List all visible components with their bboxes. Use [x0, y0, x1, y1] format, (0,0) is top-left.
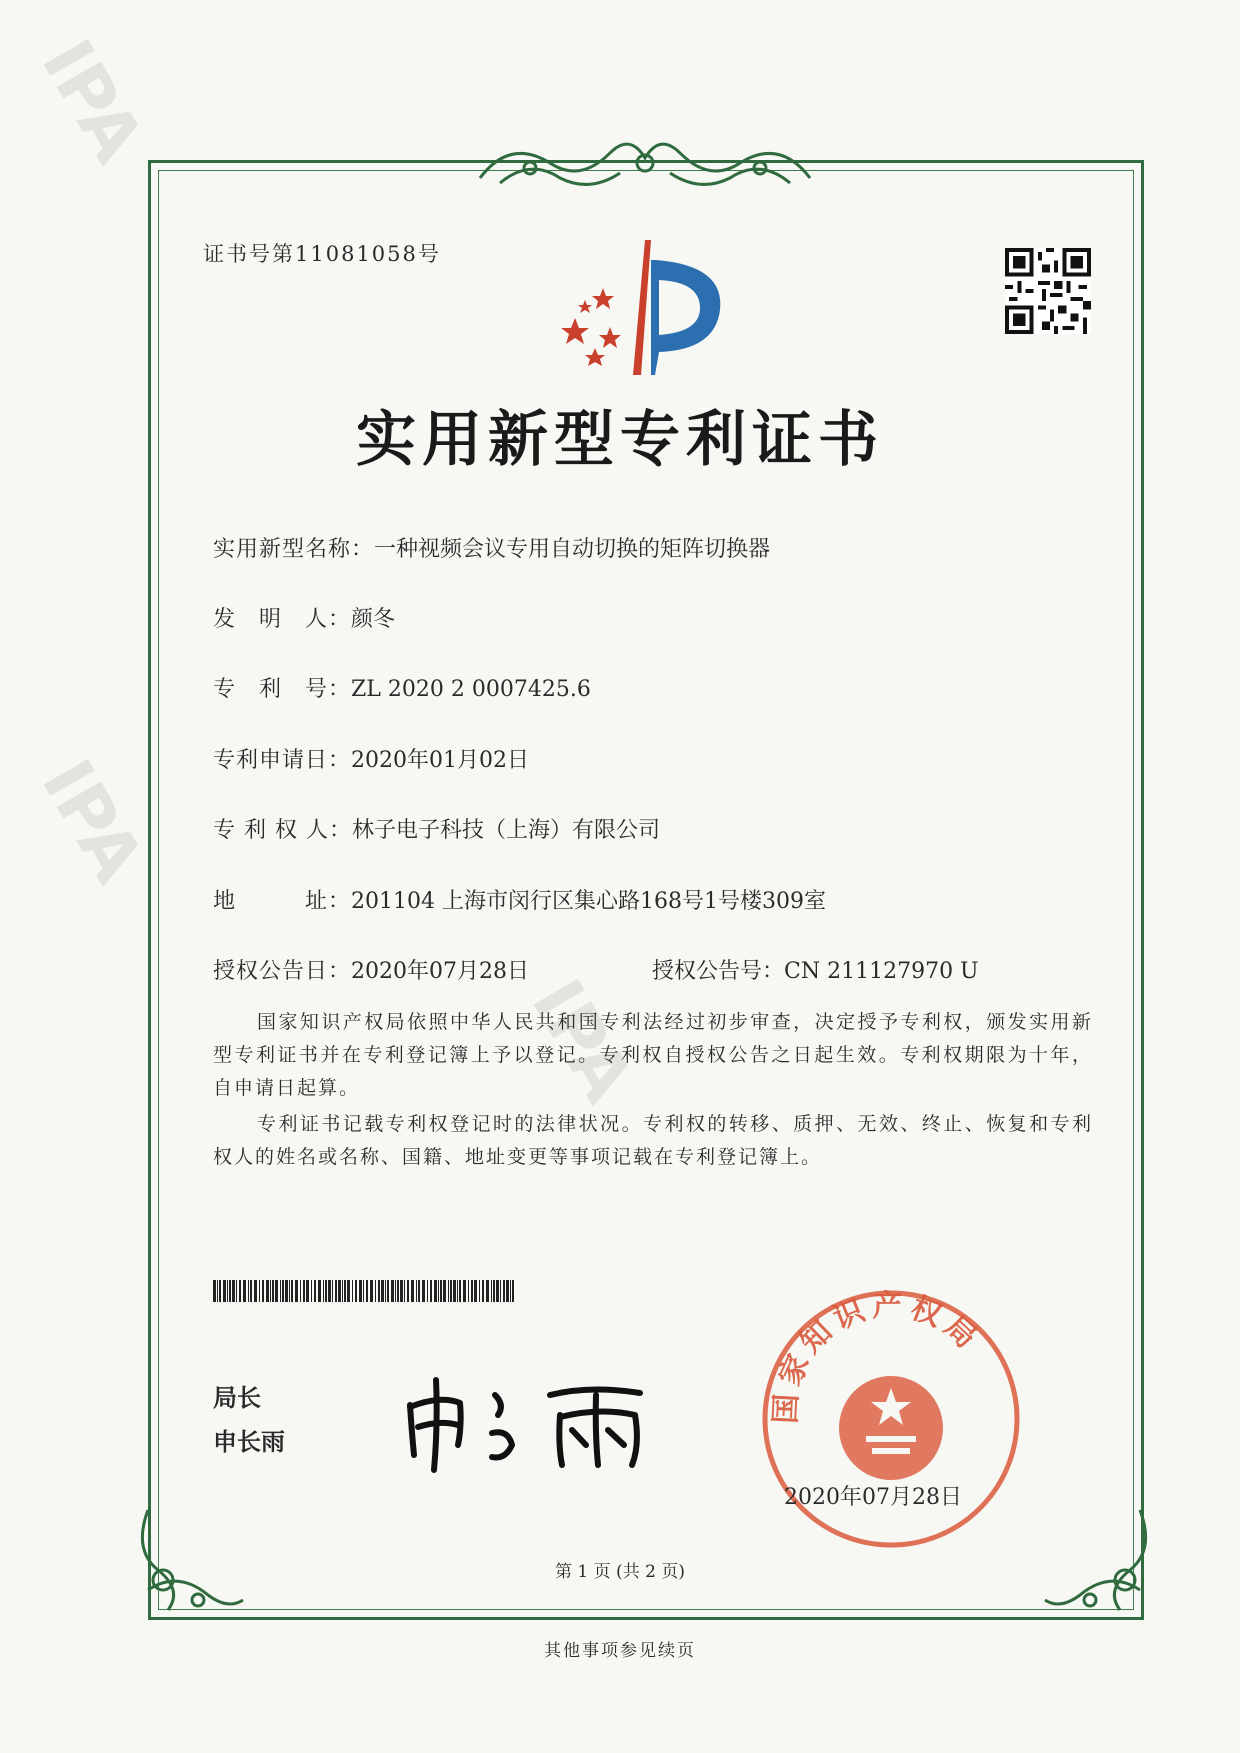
statement-paragraph: 国家知识产权局依照中华人民共和国专利法经过初步审查，决定授予专利权，颁发实用新型专利证书并在专利登记簿上予以登记。专利权自授权公告之日起生效。专利权期限为十年，自申请日起算。 — [213, 1011, 1093, 1099]
field-utility-model-name — [213, 532, 770, 563]
page-number: 第 1 页 (共 2 页) — [555, 1562, 685, 1582]
field-label: 授权公告日： — [213, 959, 352, 984]
seal-date: 2020年07月28日 — [784, 1485, 962, 1510]
director-name: 申长雨 — [213, 1428, 285, 1456]
field-value: CN 211127970 U — [784, 959, 979, 984]
field-value: ZL 2020 2 0007425.6 — [351, 677, 591, 702]
field-label: 专 利 号： — [213, 677, 352, 702]
field-value: 林子电子科技（上海）有限公司 — [351, 818, 660, 843]
field-value: 201104 上海市闵行区集心路168号1号楼309室 — [351, 889, 826, 914]
certificate-number: 证书号第11081058号 — [203, 242, 441, 266]
field-inventor — [213, 602, 395, 633]
field-value: 一种视频会议专用自动切换的矩阵切换器 — [374, 537, 771, 562]
field-label: 发 明 人： — [213, 607, 352, 632]
watermark-ipa: IPA — [25, 26, 160, 176]
svg-text:国家知识产权局: 国家知识产权局 — [768, 1288, 988, 1425]
footer-note: 其他事项参见续页 — [544, 1641, 696, 1661]
top-ornament-icon — [470, 128, 820, 198]
statement-paragraph: 专利证书记载专利权登记时的法律状况。专利权的转移、质押、无效、终止、恢复和专利权人的姓名或名称、国籍、地址变更等事项记载在专利登记簿上。 — [213, 1113, 1093, 1168]
field-label: 专 利 权 人： — [213, 818, 352, 843]
field-value: 颜冬 — [351, 607, 396, 632]
field-filing-date — [213, 743, 529, 774]
director-signature-icon — [400, 1365, 660, 1475]
field-grant-number — [652, 954, 979, 985]
field-value: 2020年01月02日 — [351, 748, 529, 773]
field-label: 授权公告号： — [652, 959, 785, 984]
field-address — [213, 884, 826, 915]
field-patent-number — [213, 672, 591, 703]
field-label: 专利申请日： — [213, 748, 352, 773]
cnipa-emblem-icon — [555, 240, 735, 375]
field-label: 实用新型名称： — [213, 537, 375, 562]
watermark-ipa: IPA — [515, 966, 650, 1116]
director-title: 局长 — [213, 1384, 261, 1412]
certificate-title: 实用新型专利证书 — [356, 405, 884, 475]
field-label: 地 址： — [213, 889, 352, 914]
field-grant-date — [213, 954, 529, 985]
qr-code-icon — [1005, 248, 1091, 334]
barcode-icon — [213, 1280, 515, 1302]
field-value: 2020年07月28日 — [351, 959, 529, 984]
watermark-ipa: IPA — [25, 746, 160, 896]
field-patentee — [213, 813, 660, 844]
